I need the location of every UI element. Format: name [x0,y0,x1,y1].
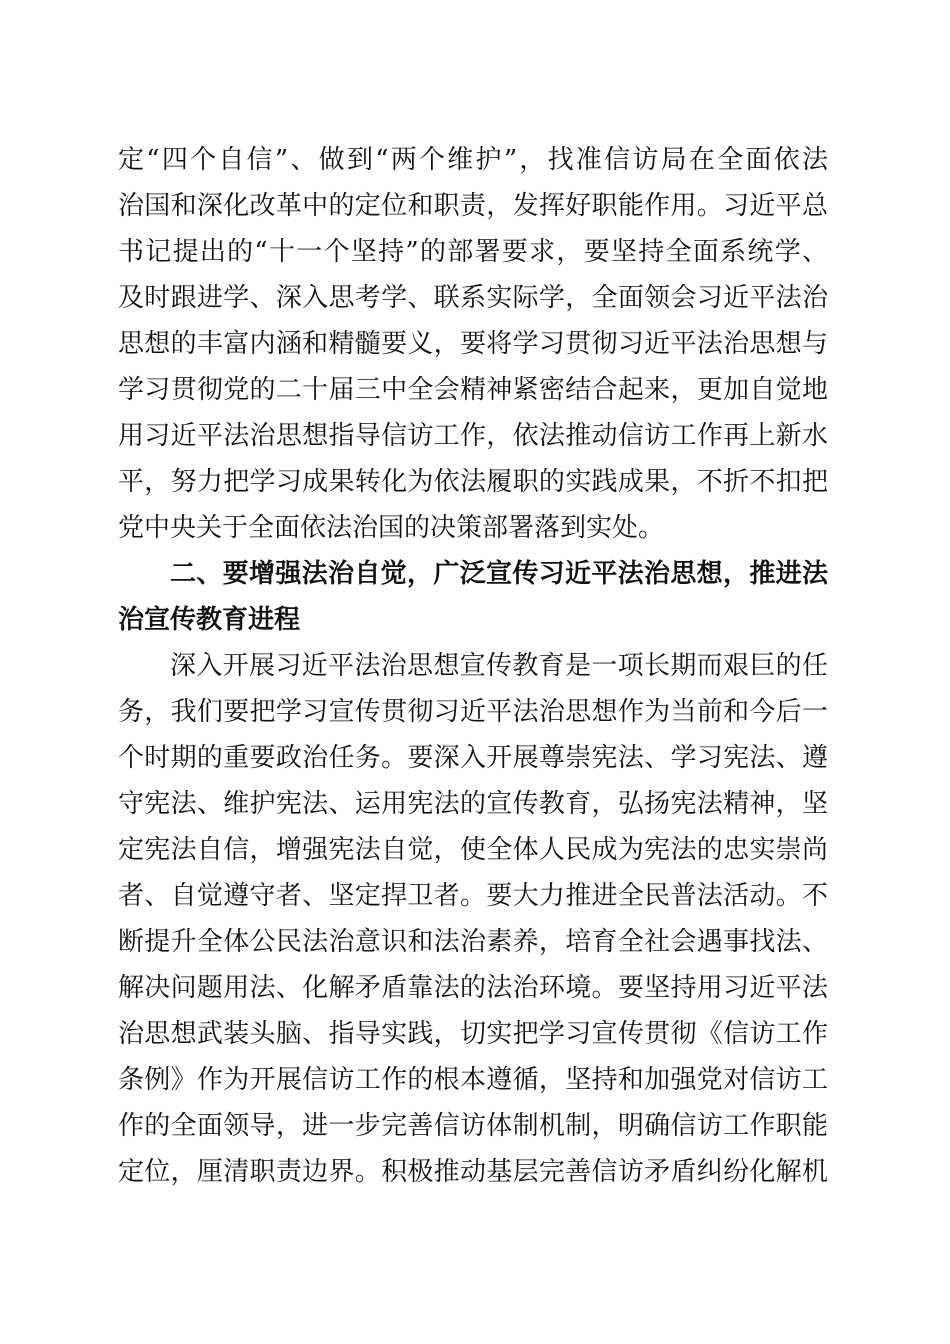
paragraph-2-line: 治思想武装头脑、指导实践，切实把学习宣传贯彻《信访工作 [118,1019,828,1049]
section-heading-line: 治宣传教育进程 [118,605,301,635]
paragraph-1-line: 平，努力把学习成果转化为依法履职的实践成果，不折不扣把 [118,467,828,497]
paragraph-1-line: 定“四个自信”、做到“两个维护”，找准信访局在全面依法 [118,145,828,175]
paragraph-1-line: 学习贯彻党的二十届三中全会精神紧密结合起来，更加自觉地 [118,375,828,405]
paragraph-1-line: 思想的丰富内涵和精髓要义，要将学习贯彻习近平法治思想与 [118,329,828,359]
paragraph-1-line: 用习近平法治思想指导信访工作，依法推动信访工作再上新水 [118,421,828,451]
paragraph-2-line: 务，我们要把学习宣传贯彻习近平法治思想作为当前和今后一 [118,697,828,727]
paragraph-2-line: 定宪法自信，增强宪法自觉，使全体人民成为宪法的忠实崇尚 [118,835,828,865]
paragraph-2-line: 作的全面领导，进一步完善信访体制机制，明确信访工作职能 [118,1111,828,1141]
paragraph-2-line: 解决问题用法、化解矛盾靠法的法治环境。要坚持用习近平法 [118,973,828,1003]
paragraph-1-line: 治国和深化改革中的定位和职责，发挥好职能作用。习近平总 [118,191,828,221]
section-heading-line: 二、要增强法治自觉，广泛宣传习近平法治思想，推进法 [170,559,828,589]
paragraph-2-line: 者、自觉遵守者、坚定捍卫者。要大力推进全民普法活动。不 [118,881,828,911]
paragraph-2-line: 定位，厘清职责边界。积极推动基层完善信访矛盾纠纷化解机 [118,1157,828,1187]
paragraph-2-line: 断提升全体公民法治意识和法治素养，培育全社会遇事找法、 [118,927,828,957]
paragraph-2-line: 深入开展习近平法治思想宣传教育是一项长期而艰巨的任 [170,651,828,681]
paragraph-1-line: 党中央关于全面依法治国的决策部署落到实处。 [118,513,665,543]
paragraph-2-line: 个时期的重要政治任务。要深入开展尊崇宪法、学习宪法、遵 [118,743,828,773]
paragraph-2-line: 守宪法、维护宪法、运用宪法的宣传教育，弘扬宪法精神，坚 [118,789,828,819]
paragraph-1-line: 书记提出的“十一个坚持”的部署要求，要坚持全面系统学、 [118,237,828,267]
paragraph-1-line: 及时跟进学、深入思考学、联系实际学，全面领会习近平法治 [118,283,828,313]
paragraph-2-line: 条例》作为开展信访工作的根本遵循，坚持和加强党对信访工 [118,1065,828,1095]
